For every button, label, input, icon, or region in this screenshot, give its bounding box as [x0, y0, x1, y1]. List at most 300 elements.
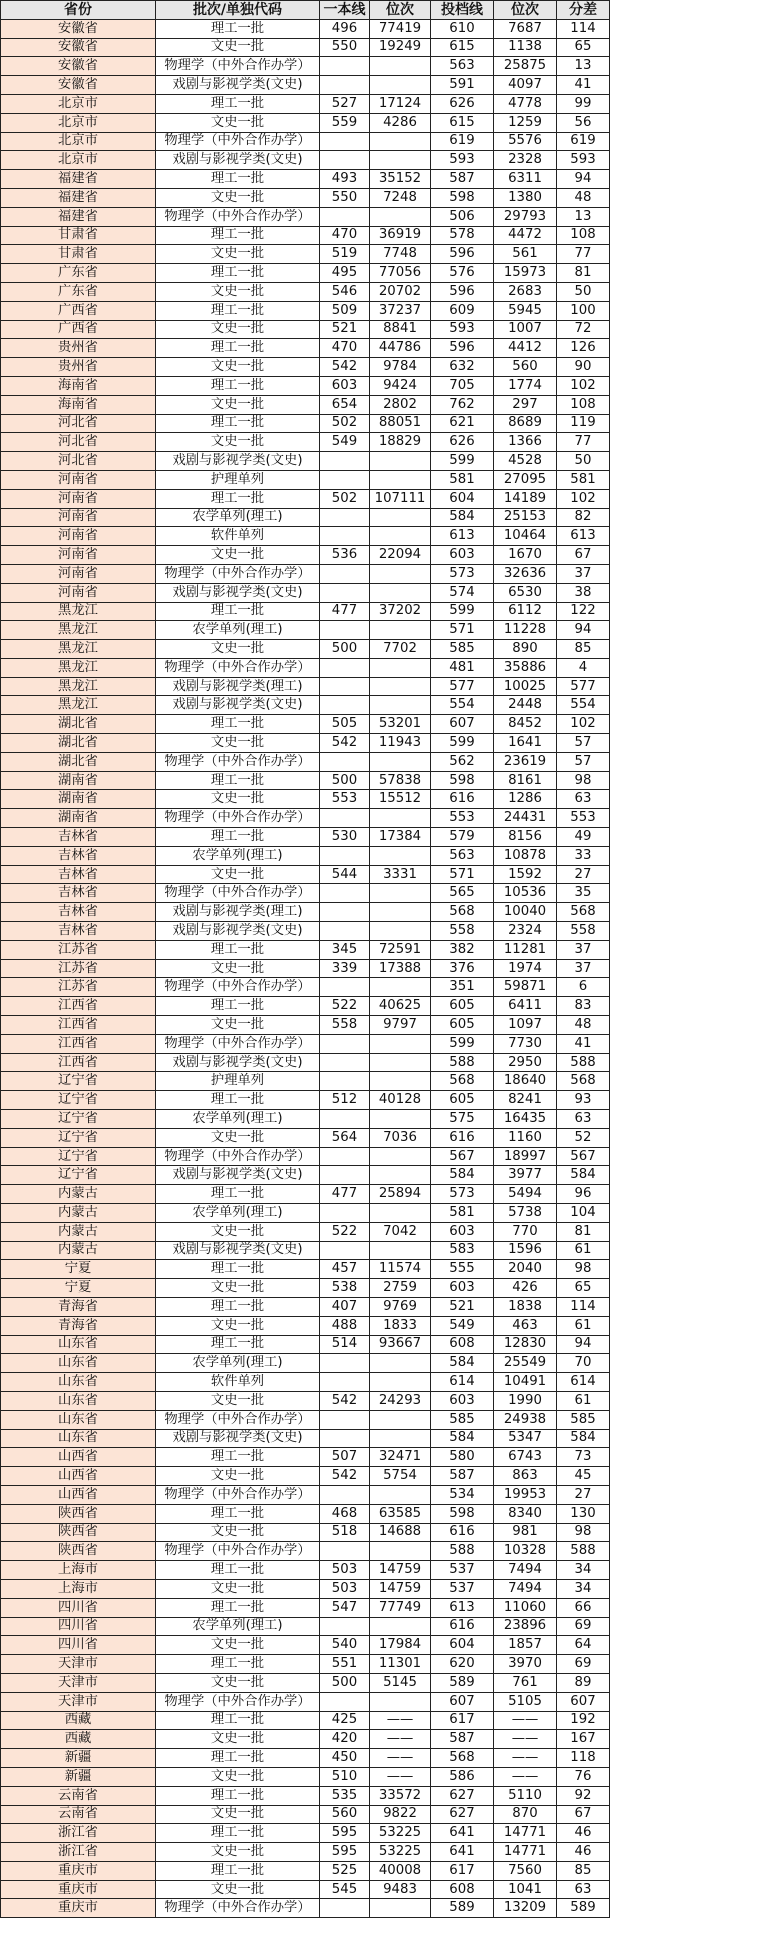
score-gap-cell[interactable]: 65 [557, 1279, 610, 1298]
tier1-line-cell[interactable] [320, 903, 370, 922]
admission-rank-cell[interactable]: 463 [494, 1316, 557, 1335]
score-gap-cell[interactable]: 82 [557, 508, 610, 527]
admission-rank-cell[interactable]: 4528 [494, 452, 557, 471]
province-cell[interactable]: 山西省 [1, 1467, 156, 1486]
score-gap-cell[interactable]: 584 [557, 1166, 610, 1185]
score-gap-cell[interactable]: 56 [557, 113, 610, 132]
admission-line-cell[interactable]: 562 [431, 752, 494, 771]
score-gap-cell[interactable]: 27 [557, 865, 610, 884]
tier1-rank-cell[interactable]: 53225 [370, 1843, 431, 1862]
province-cell[interactable]: 内蒙古 [1, 1204, 156, 1223]
batch-cell[interactable]: 理工一批 [156, 1448, 320, 1467]
batch-cell[interactable]: 物理学（中外合作办学） [156, 1692, 320, 1711]
admission-rank-cell[interactable]: 24431 [494, 809, 557, 828]
tier1-line-cell[interactable] [320, 508, 370, 527]
tier1-line-cell[interactable]: 525 [320, 1861, 370, 1880]
batch-cell[interactable]: 理工一批 [156, 997, 320, 1016]
tier1-rank-cell[interactable]: 5145 [370, 1673, 431, 1692]
score-gap-cell[interactable]: 13 [557, 57, 610, 76]
tier1-rank-cell[interactable]: 37237 [370, 301, 431, 320]
batch-cell[interactable]: 理工一批 [156, 940, 320, 959]
tier1-rank-cell[interactable] [370, 978, 431, 997]
tier1-rank-cell[interactable] [370, 470, 431, 489]
tier1-line-cell[interactable]: 345 [320, 940, 370, 959]
tier1-rank-cell[interactable]: 18829 [370, 433, 431, 452]
admission-rank-cell[interactable]: 890 [494, 640, 557, 659]
tier1-line-cell[interactable]: 546 [320, 282, 370, 301]
header-admission-rank[interactable]: 位次 [494, 1, 557, 20]
tier1-line-cell[interactable] [320, 922, 370, 941]
tier1-line-cell[interactable] [320, 1110, 370, 1129]
admission-line-cell[interactable]: 521 [431, 1297, 494, 1316]
batch-cell[interactable]: 戏剧与影视学类(理工) [156, 903, 320, 922]
score-gap-cell[interactable]: 553 [557, 809, 610, 828]
batch-cell[interactable]: 理工一批 [156, 1824, 320, 1843]
tier1-rank-cell[interactable]: 11943 [370, 734, 431, 753]
tier1-line-cell[interactable] [320, 1241, 370, 1260]
admission-rank-cell[interactable]: 1366 [494, 433, 557, 452]
tier1-rank-cell[interactable]: 4286 [370, 113, 431, 132]
tier1-line-cell[interactable]: 553 [320, 790, 370, 809]
batch-cell[interactable]: 理工一批 [156, 301, 320, 320]
admission-rank-cell[interactable]: 8340 [494, 1504, 557, 1523]
score-gap-cell[interactable]: 63 [557, 1880, 610, 1899]
admission-line-cell[interactable]: 762 [431, 395, 494, 414]
admission-rank-cell[interactable]: 24938 [494, 1410, 557, 1429]
admission-line-cell[interactable]: 603 [431, 1279, 494, 1298]
admission-rank-cell[interactable]: 1990 [494, 1391, 557, 1410]
score-gap-cell[interactable]: 37 [557, 940, 610, 959]
score-gap-cell[interactable]: 41 [557, 1034, 610, 1053]
province-cell[interactable]: 安徽省 [1, 76, 156, 95]
score-gap-cell[interactable]: 67 [557, 546, 610, 565]
tier1-line-cell[interactable]: 544 [320, 865, 370, 884]
province-cell[interactable]: 天津市 [1, 1673, 156, 1692]
tier1-rank-cell[interactable] [370, 696, 431, 715]
score-gap-cell[interactable]: 102 [557, 715, 610, 734]
header-province[interactable]: 省份 [1, 1, 156, 20]
admission-line-cell[interactable]: 576 [431, 264, 494, 283]
score-gap-cell[interactable]: 192 [557, 1711, 610, 1730]
tier1-rank-cell[interactable]: 7248 [370, 188, 431, 207]
batch-cell[interactable]: 软件单列 [156, 527, 320, 546]
admission-rank-cell[interactable]: 1974 [494, 959, 557, 978]
admission-rank-cell[interactable]: 14771 [494, 1843, 557, 1862]
score-gap-cell[interactable]: 81 [557, 264, 610, 283]
batch-cell[interactable]: 物理学（中外合作办学） [156, 1899, 320, 1918]
batch-cell[interactable]: 理工一批 [156, 1335, 320, 1354]
score-gap-cell[interactable]: 69 [557, 1617, 610, 1636]
tier1-line-cell[interactable]: 550 [320, 188, 370, 207]
score-gap-cell[interactable]: 66 [557, 1598, 610, 1617]
tier1-rank-cell[interactable]: 7042 [370, 1222, 431, 1241]
tier1-line-cell[interactable]: 559 [320, 113, 370, 132]
tier1-line-cell[interactable]: 468 [320, 1504, 370, 1523]
tier1-line-cell[interactable]: 470 [320, 226, 370, 245]
admission-line-cell[interactable]: 599 [431, 602, 494, 621]
tier1-line-cell[interactable] [320, 470, 370, 489]
admission-rank-cell[interactable]: 23619 [494, 752, 557, 771]
tier1-rank-cell[interactable] [370, 1542, 431, 1561]
tier1-rank-cell[interactable] [370, 57, 431, 76]
score-gap-cell[interactable]: 119 [557, 414, 610, 433]
score-gap-cell[interactable]: 41 [557, 76, 610, 95]
tier1-rank-cell[interactable]: 15512 [370, 790, 431, 809]
admission-rank-cell[interactable]: 10491 [494, 1373, 557, 1392]
admission-line-cell[interactable]: 617 [431, 1711, 494, 1730]
batch-cell[interactable]: 文史一批 [156, 1128, 320, 1147]
tier1-rank-cell[interactable]: 19249 [370, 38, 431, 57]
admission-line-cell[interactable]: 599 [431, 1034, 494, 1053]
tier1-line-cell[interactable]: 654 [320, 395, 370, 414]
admission-rank-cell[interactable]: 25153 [494, 508, 557, 527]
tier1-rank-cell[interactable] [370, 922, 431, 941]
score-gap-cell[interactable]: 57 [557, 752, 610, 771]
tier1-rank-cell[interactable] [370, 1373, 431, 1392]
admission-line-cell[interactable]: 626 [431, 94, 494, 113]
score-gap-cell[interactable]: 167 [557, 1730, 610, 1749]
batch-cell[interactable]: 物理学（中外合作办学） [156, 1485, 320, 1504]
tier1-rank-cell[interactable]: 88051 [370, 414, 431, 433]
admission-line-cell[interactable]: 599 [431, 452, 494, 471]
province-cell[interactable]: 贵州省 [1, 358, 156, 377]
admission-line-cell[interactable]: 589 [431, 1673, 494, 1692]
tier1-line-cell[interactable]: 558 [320, 1016, 370, 1035]
score-gap-cell[interactable]: 73 [557, 1448, 610, 1467]
score-gap-cell[interactable]: 108 [557, 395, 610, 414]
admission-rank-cell[interactable]: 5105 [494, 1692, 557, 1711]
tier1-rank-cell[interactable]: —— [370, 1730, 431, 1749]
admission-line-cell[interactable]: 554 [431, 696, 494, 715]
tier1-line-cell[interactable] [320, 1617, 370, 1636]
tier1-line-cell[interactable]: 488 [320, 1316, 370, 1335]
score-gap-cell[interactable]: 94 [557, 170, 610, 189]
province-cell[interactable]: 河南省 [1, 527, 156, 546]
tier1-rank-cell[interactable] [370, 1354, 431, 1373]
tier1-rank-cell[interactable]: 7748 [370, 245, 431, 264]
admission-line-cell[interactable]: 534 [431, 1485, 494, 1504]
admission-line-cell[interactable]: 585 [431, 1410, 494, 1429]
score-gap-cell[interactable]: 108 [557, 226, 610, 245]
admission-rank-cell[interactable]: 7560 [494, 1861, 557, 1880]
admission-line-cell[interactable]: 593 [431, 320, 494, 339]
tier1-line-cell[interactable] [320, 1147, 370, 1166]
province-cell[interactable]: 海南省 [1, 395, 156, 414]
tier1-rank-cell[interactable] [370, 1034, 431, 1053]
admission-rank-cell[interactable]: 8452 [494, 715, 557, 734]
tier1-rank-cell[interactable] [370, 207, 431, 226]
batch-cell[interactable]: 文史一批 [156, 358, 320, 377]
tier1-line-cell[interactable]: 519 [320, 245, 370, 264]
score-gap-cell[interactable]: 76 [557, 1767, 610, 1786]
province-cell[interactable]: 内蒙古 [1, 1222, 156, 1241]
batch-cell[interactable]: 理工一批 [156, 414, 320, 433]
score-gap-cell[interactable]: 100 [557, 301, 610, 320]
admission-rank-cell[interactable]: 1380 [494, 188, 557, 207]
tier1-line-cell[interactable]: 530 [320, 828, 370, 847]
tier1-line-cell[interactable]: 496 [320, 19, 370, 38]
tier1-rank-cell[interactable]: 9424 [370, 376, 431, 395]
province-cell[interactable]: 黑龙江 [1, 696, 156, 715]
tier1-line-cell[interactable] [320, 1542, 370, 1561]
admission-rank-cell[interactable]: 297 [494, 395, 557, 414]
tier1-rank-cell[interactable]: 32471 [370, 1448, 431, 1467]
tier1-line-cell[interactable]: 536 [320, 546, 370, 565]
admission-line-cell[interactable]: 567 [431, 1147, 494, 1166]
admission-line-cell[interactable]: 604 [431, 1636, 494, 1655]
score-gap-cell[interactable]: 45 [557, 1467, 610, 1486]
batch-cell[interactable]: 农学单列(理工) [156, 1354, 320, 1373]
province-cell[interactable]: 江苏省 [1, 959, 156, 978]
tier1-rank-cell[interactable]: 40625 [370, 997, 431, 1016]
score-gap-cell[interactable]: 33 [557, 846, 610, 865]
tier1-rank-cell[interactable]: 53201 [370, 715, 431, 734]
admission-line-cell[interactable]: 598 [431, 188, 494, 207]
tier1-rank-cell[interactable] [370, 1072, 431, 1091]
score-gap-cell[interactable]: 13 [557, 207, 610, 226]
admission-line-cell[interactable]: 616 [431, 790, 494, 809]
admission-line-cell[interactable]: 577 [431, 677, 494, 696]
admission-line-cell[interactable]: 537 [431, 1579, 494, 1598]
score-gap-cell[interactable]: 52 [557, 1128, 610, 1147]
tier1-rank-cell[interactable]: 53225 [370, 1824, 431, 1843]
tier1-line-cell[interactable]: 550 [320, 38, 370, 57]
tier1-rank-cell[interactable]: 9797 [370, 1016, 431, 1035]
tier1-rank-cell[interactable] [370, 677, 431, 696]
tier1-line-cell[interactable]: 500 [320, 771, 370, 790]
batch-cell[interactable]: 戏剧与影视学类(理工) [156, 677, 320, 696]
admission-line-cell[interactable]: 481 [431, 658, 494, 677]
tier1-rank-cell[interactable]: 63585 [370, 1504, 431, 1523]
admission-rank-cell[interactable]: 19953 [494, 1485, 557, 1504]
admission-rank-cell[interactable]: 981 [494, 1523, 557, 1542]
province-cell[interactable]: 湖北省 [1, 752, 156, 771]
admission-line-cell[interactable]: 604 [431, 489, 494, 508]
province-cell[interactable]: 内蒙古 [1, 1241, 156, 1260]
batch-cell[interactable]: 物理学（中外合作办学） [156, 884, 320, 903]
admission-rank-cell[interactable]: 23896 [494, 1617, 557, 1636]
province-cell[interactable]: 安徽省 [1, 57, 156, 76]
batch-cell[interactable]: 文史一批 [156, 546, 320, 565]
tier1-line-cell[interactable] [320, 583, 370, 602]
tier1-rank-cell[interactable] [370, 1241, 431, 1260]
batch-cell[interactable]: 农学单列(理工) [156, 1617, 320, 1636]
tier1-line-cell[interactable]: 527 [320, 94, 370, 113]
tier1-line-cell[interactable] [320, 1166, 370, 1185]
province-cell[interactable]: 海南省 [1, 376, 156, 395]
score-gap-cell[interactable]: 85 [557, 640, 610, 659]
admission-line-cell[interactable]: 598 [431, 1504, 494, 1523]
score-gap-cell[interactable]: 34 [557, 1579, 610, 1598]
admission-line-cell[interactable]: 573 [431, 564, 494, 583]
admission-rank-cell[interactable]: 1774 [494, 376, 557, 395]
tier1-line-cell[interactable]: 502 [320, 489, 370, 508]
province-cell[interactable]: 河南省 [1, 508, 156, 527]
batch-cell[interactable]: 物理学（中外合作办学） [156, 1147, 320, 1166]
admission-line-cell[interactable]: 615 [431, 113, 494, 132]
batch-cell[interactable]: 物理学（中外合作办学） [156, 207, 320, 226]
admission-rank-cell[interactable]: 10878 [494, 846, 557, 865]
admission-rank-cell[interactable]: 761 [494, 1673, 557, 1692]
tier1-rank-cell[interactable] [370, 1692, 431, 1711]
province-cell[interactable]: 辽宁省 [1, 1166, 156, 1185]
tier1-rank-cell[interactable] [370, 452, 431, 471]
tier1-line-cell[interactable] [320, 132, 370, 151]
score-gap-cell[interactable]: 99 [557, 94, 610, 113]
tier1-line-cell[interactable]: 522 [320, 997, 370, 1016]
province-cell[interactable]: 江西省 [1, 1016, 156, 1035]
tier1-rank-cell[interactable]: 36919 [370, 226, 431, 245]
province-cell[interactable]: 福建省 [1, 170, 156, 189]
batch-cell[interactable]: 文史一批 [156, 1016, 320, 1035]
admission-rank-cell[interactable]: 870 [494, 1805, 557, 1824]
tier1-line-cell[interactable]: 542 [320, 1391, 370, 1410]
tier1-rank-cell[interactable]: 7702 [370, 640, 431, 659]
score-gap-cell[interactable]: 63 [557, 1110, 610, 1129]
admission-line-cell[interactable]: 537 [431, 1561, 494, 1580]
province-cell[interactable]: 四川省 [1, 1617, 156, 1636]
province-cell[interactable]: 甘肃省 [1, 245, 156, 264]
tier1-line-cell[interactable]: 595 [320, 1843, 370, 1862]
admission-line-cell[interactable]: 705 [431, 376, 494, 395]
batch-cell[interactable]: 文史一批 [156, 790, 320, 809]
tier1-rank-cell[interactable]: 9769 [370, 1297, 431, 1316]
admission-line-cell[interactable]: 641 [431, 1824, 494, 1843]
batch-cell[interactable]: 物理学（中外合作办学） [156, 978, 320, 997]
province-cell[interactable]: 青海省 [1, 1316, 156, 1335]
tier1-rank-cell[interactable]: 24293 [370, 1391, 431, 1410]
admission-line-cell[interactable]: 549 [431, 1316, 494, 1335]
tier1-rank-cell[interactable]: —— [370, 1711, 431, 1730]
admission-line-cell[interactable]: 596 [431, 245, 494, 264]
score-gap-cell[interactable]: 93 [557, 1091, 610, 1110]
batch-cell[interactable]: 农学单列(理工) [156, 1204, 320, 1223]
admission-line-cell[interactable]: 605 [431, 1091, 494, 1110]
admission-rank-cell[interactable]: 1138 [494, 38, 557, 57]
score-gap-cell[interactable]: 48 [557, 188, 610, 207]
tier1-line-cell[interactable] [320, 1072, 370, 1091]
admission-rank-cell[interactable]: 8161 [494, 771, 557, 790]
admission-line-cell[interactable]: 376 [431, 959, 494, 978]
tier1-line-cell[interactable]: 542 [320, 734, 370, 753]
tier1-rank-cell[interactable] [370, 621, 431, 640]
score-gap-cell[interactable]: 118 [557, 1749, 610, 1768]
admission-rank-cell[interactable]: 25875 [494, 57, 557, 76]
province-cell[interactable]: 山东省 [1, 1354, 156, 1373]
tier1-rank-cell[interactable]: 9784 [370, 358, 431, 377]
tier1-rank-cell[interactable] [370, 583, 431, 602]
score-gap-cell[interactable]: 98 [557, 771, 610, 790]
batch-cell[interactable]: 文史一批 [156, 320, 320, 339]
tier1-rank-cell[interactable] [370, 1617, 431, 1636]
tier1-line-cell[interactable]: 339 [320, 959, 370, 978]
score-gap-cell[interactable]: 4 [557, 658, 610, 677]
province-cell[interactable]: 吉林省 [1, 884, 156, 903]
tier1-line-cell[interactable]: 505 [320, 715, 370, 734]
admission-line-cell[interactable]: 574 [431, 583, 494, 602]
admission-rank-cell[interactable]: 2324 [494, 922, 557, 941]
tier1-rank-cell[interactable]: 17984 [370, 1636, 431, 1655]
admission-line-cell[interactable]: 641 [431, 1843, 494, 1862]
admission-rank-cell[interactable]: 863 [494, 1467, 557, 1486]
tier1-line-cell[interactable] [320, 846, 370, 865]
province-cell[interactable]: 河南省 [1, 546, 156, 565]
province-cell[interactable]: 河南省 [1, 564, 156, 583]
tier1-line-cell[interactable] [320, 564, 370, 583]
admission-line-cell[interactable]: 603 [431, 1391, 494, 1410]
admission-rank-cell[interactable]: 4097 [494, 76, 557, 95]
admission-rank-cell[interactable]: 7494 [494, 1561, 557, 1580]
batch-cell[interactable]: 护理单列 [156, 470, 320, 489]
admission-rank-cell[interactable]: 14771 [494, 1824, 557, 1843]
admission-rank-cell[interactable]: 32636 [494, 564, 557, 583]
tier1-rank-cell[interactable]: 2759 [370, 1279, 431, 1298]
tier1-rank-cell[interactable]: 33572 [370, 1786, 431, 1805]
admission-rank-cell[interactable]: 13209 [494, 1899, 557, 1918]
batch-cell[interactable]: 理工一批 [156, 1598, 320, 1617]
score-gap-cell[interactable]: 130 [557, 1504, 610, 1523]
province-cell[interactable]: 湖南省 [1, 809, 156, 828]
batch-cell[interactable]: 农学单列(理工) [156, 508, 320, 527]
province-cell[interactable]: 江苏省 [1, 940, 156, 959]
admission-rank-cell[interactable]: 426 [494, 1279, 557, 1298]
admission-line-cell[interactable]: 575 [431, 1110, 494, 1129]
tier1-line-cell[interactable]: 595 [320, 1824, 370, 1843]
score-gap-cell[interactable]: 89 [557, 1673, 610, 1692]
admission-line-cell[interactable]: 598 [431, 771, 494, 790]
province-cell[interactable]: 北京市 [1, 113, 156, 132]
score-gap-cell[interactable]: 38 [557, 583, 610, 602]
tier1-line-cell[interactable]: 510 [320, 1767, 370, 1786]
admission-rank-cell[interactable]: 6112 [494, 602, 557, 621]
score-gap-cell[interactable]: 49 [557, 828, 610, 847]
admission-line-cell[interactable]: 587 [431, 1730, 494, 1749]
admission-line-cell[interactable]: 610 [431, 19, 494, 38]
province-cell[interactable]: 山东省 [1, 1335, 156, 1354]
tier1-rank-cell[interactable] [370, 151, 431, 170]
batch-cell[interactable]: 理工一批 [156, 715, 320, 734]
score-gap-cell[interactable]: 61 [557, 1391, 610, 1410]
admission-line-cell[interactable]: 583 [431, 1241, 494, 1260]
admission-rank-cell[interactable]: 10536 [494, 884, 557, 903]
tier1-line-cell[interactable]: 420 [320, 1730, 370, 1749]
batch-cell[interactable]: 农学单列(理工) [156, 621, 320, 640]
tier1-rank-cell[interactable]: 57838 [370, 771, 431, 790]
tier1-line-cell[interactable]: 507 [320, 1448, 370, 1467]
admission-rank-cell[interactable]: 10025 [494, 677, 557, 696]
admission-rank-cell[interactable]: 4412 [494, 339, 557, 358]
batch-cell[interactable]: 理工一批 [156, 1561, 320, 1580]
admission-rank-cell[interactable]: 561 [494, 245, 557, 264]
admission-line-cell[interactable]: 589 [431, 1899, 494, 1918]
province-cell[interactable]: 河南省 [1, 489, 156, 508]
score-gap-cell[interactable]: 558 [557, 922, 610, 941]
admission-line-cell[interactable]: 593 [431, 151, 494, 170]
province-cell[interactable]: 山东省 [1, 1410, 156, 1429]
admission-line-cell[interactable]: 605 [431, 997, 494, 1016]
score-gap-cell[interactable]: 588 [557, 1542, 610, 1561]
province-cell[interactable]: 山东省 [1, 1373, 156, 1392]
tier1-rank-cell[interactable]: 40008 [370, 1861, 431, 1880]
score-gap-cell[interactable]: 585 [557, 1410, 610, 1429]
admission-rank-cell[interactable]: 1857 [494, 1636, 557, 1655]
tier1-line-cell[interactable] [320, 1485, 370, 1504]
batch-cell[interactable]: 戏剧与影视学类(文史) [156, 583, 320, 602]
batch-cell[interactable]: 文史一批 [156, 1843, 320, 1862]
province-cell[interactable]: 陕西省 [1, 1504, 156, 1523]
tier1-line-cell[interactable]: 500 [320, 1673, 370, 1692]
batch-cell[interactable]: 理工一批 [156, 264, 320, 283]
